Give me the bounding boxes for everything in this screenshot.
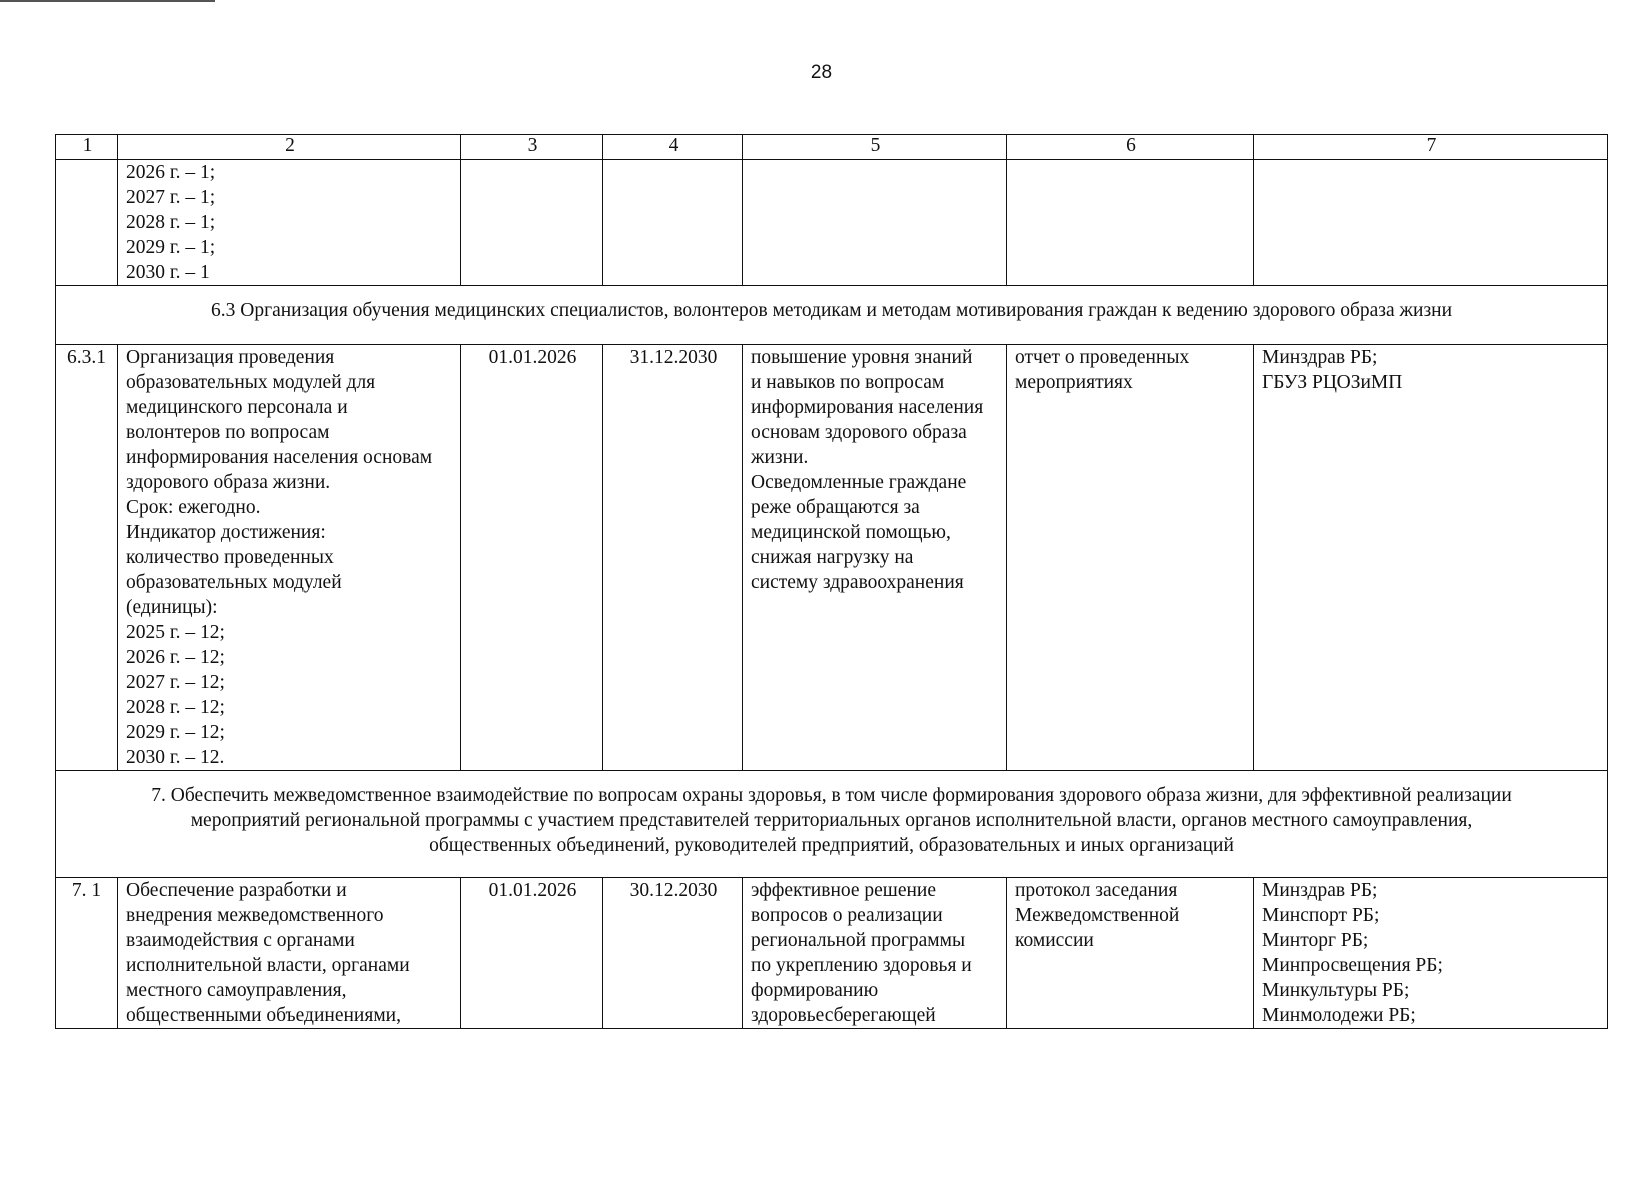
cont-col-4 — [603, 160, 743, 286]
description-line: 2026 г. – 12; — [126, 647, 225, 668]
indicator-year-line: 2030 г. – 1 — [126, 262, 210, 283]
row-number: 7. 1 — [56, 878, 118, 1029]
responsible-line: Минздрав РБ; — [1262, 880, 1378, 901]
result-line: и навыков по вопросам — [751, 372, 945, 393]
report-line: Межведомственной — [1015, 905, 1180, 926]
cont-col-6 — [1007, 160, 1254, 286]
section-7-heading — [56, 771, 1608, 878]
description-line: общественными объединениями, — [126, 1005, 401, 1026]
header-col-2: 2 — [118, 135, 461, 160]
responsible-line: Минспорт РБ; — [1262, 905, 1380, 926]
table-header-row — [56, 135, 1608, 160]
result-line: снижая нагрузку на — [751, 547, 914, 568]
description-line: информирования населения основам — [126, 447, 433, 468]
end-date: 31.12.2030 — [603, 345, 743, 771]
header-col-3: 3 — [461, 135, 603, 160]
start-date: 01.01.2026 — [461, 878, 603, 1029]
section-7-line: мероприятий региональной программы с участием представителей территориальных органов исполнительной власти, органов местного самоуправления, — [190, 810, 1473, 831]
description-line: (единицы): — [126, 597, 218, 618]
header-col-5: 5 — [743, 135, 1007, 160]
description-line: внедрения межведомственного — [126, 905, 384, 926]
responsible-line: ГБУЗ РЦОЗиМП — [1262, 372, 1403, 393]
description-line: Организация проведения — [126, 347, 335, 368]
scan-edge-mark — [0, 0, 215, 2]
section-7-row — [56, 771, 1608, 878]
row-number: 6.3.1 — [56, 345, 118, 771]
result-line: жизни. — [751, 447, 809, 468]
cont-col-5 — [743, 160, 1007, 286]
result-line: повышение уровня знаний — [751, 347, 973, 368]
description-line: Индикатор достижения: — [126, 522, 326, 543]
table-row-7-1 — [56, 878, 1608, 1029]
description-line: медицинского персонала и — [126, 397, 348, 418]
header-col-4: 4 — [603, 135, 743, 160]
description-line: Срок: ежегодно. — [126, 497, 261, 518]
expected-result — [743, 878, 1007, 1029]
indicator-year-line: 2028 г. – 1; — [126, 212, 216, 233]
section-6-3-row — [56, 286, 1608, 345]
description-line: здорового образа жизни. — [126, 472, 331, 493]
result-line: эффективное решение — [751, 880, 937, 901]
description-line: исполнительной власти, органами — [126, 955, 410, 976]
result-line: Осведомленные граждане — [751, 472, 967, 493]
section-6-3-heading: 6.3 Организация обучения медицинских специалистов, волонтеров методикам и методам мотивирования граждан к ведению здорового образа жизни — [56, 286, 1608, 345]
result-line: вопросов о реализации — [751, 905, 943, 926]
section-7-line: общественных объединений, руководителей предприятий, образовательных и иных организаций — [429, 835, 1234, 856]
description-line: количество проведенных — [126, 547, 334, 568]
table-row-6-3-1 — [56, 345, 1608, 771]
indicator-year-line: 2027 г. – 1; — [126, 187, 216, 208]
start-date: 01.01.2026 — [461, 345, 603, 771]
responsible-line: Минкультуры РБ; — [1262, 980, 1410, 1001]
report-form — [1007, 345, 1254, 771]
measure-description — [118, 878, 461, 1029]
indicator-year-line: 2026 г. – 1; — [126, 162, 216, 183]
description-line: местного самоуправления, — [126, 980, 347, 1001]
expected-result — [743, 345, 1007, 771]
result-line: реже обращаются за — [751, 497, 920, 518]
description-line: волонтеров по вопросам — [126, 422, 330, 443]
description-line: образовательных модулей для — [126, 372, 376, 393]
description-line: взаимодействия с органами — [126, 930, 355, 951]
result-line: формированию — [751, 980, 879, 1001]
responsible-line: Минторг РБ; — [1262, 930, 1369, 951]
result-line: основам здорового образа — [751, 422, 967, 443]
cont-col-3 — [461, 160, 603, 286]
responsible-line: Минпросвещения РБ; — [1262, 955, 1443, 976]
responsible-line: Минмолодежи РБ; — [1262, 1005, 1416, 1026]
report-line: мероприятиях — [1015, 372, 1133, 393]
result-line: систему здравоохранения — [751, 572, 964, 593]
section-7-line: 7. Обеспечить межведомственное взаимодействие по вопросам охраны здоровья, в том числе формирования здорового образа жизни, для эффективной реализации — [151, 785, 1512, 806]
description-line: 2025 г. – 12; — [126, 622, 225, 643]
page-number: 28 — [810, 62, 833, 83]
report-line: отчет о проведенных — [1015, 347, 1190, 368]
result-line: здоровьесберегающей — [751, 1005, 936, 1026]
cont-col-2 — [118, 160, 461, 286]
description-line: 2027 г. – 12; — [126, 672, 225, 693]
responsible-executors — [1254, 345, 1608, 771]
description-line: 2030 г. – 12. — [126, 747, 225, 768]
indicator-year-line: 2029 г. – 1; — [126, 237, 216, 258]
description-line: 2028 г. – 12; — [126, 697, 225, 718]
continuation-row — [56, 160, 1608, 286]
measures-table — [55, 134, 1608, 1029]
result-line: информирования населения — [751, 397, 984, 418]
header-col-7: 7 — [1254, 135, 1608, 160]
header-col-1: 1 — [56, 135, 118, 160]
result-line: региональной программы — [751, 930, 966, 951]
cont-col-7 — [1254, 160, 1608, 286]
description-line: образовательных модулей — [126, 572, 342, 593]
result-line: по укреплению здоровья и — [751, 955, 972, 976]
report-form — [1007, 878, 1254, 1029]
description-line: Обеспечение разработки и — [126, 880, 347, 901]
report-line: комиссии — [1015, 930, 1094, 951]
result-line: медицинской помощью, — [751, 522, 951, 543]
responsible-line: Минздрав РБ; — [1262, 347, 1378, 368]
description-line: 2029 г. – 12; — [126, 722, 225, 743]
cont-col-1 — [56, 160, 118, 286]
end-date: 30.12.2030 — [603, 878, 743, 1029]
measure-description — [118, 345, 461, 771]
report-line: протокол заседания — [1015, 880, 1178, 901]
header-col-6: 6 — [1007, 135, 1254, 160]
responsible-executors — [1254, 878, 1608, 1029]
